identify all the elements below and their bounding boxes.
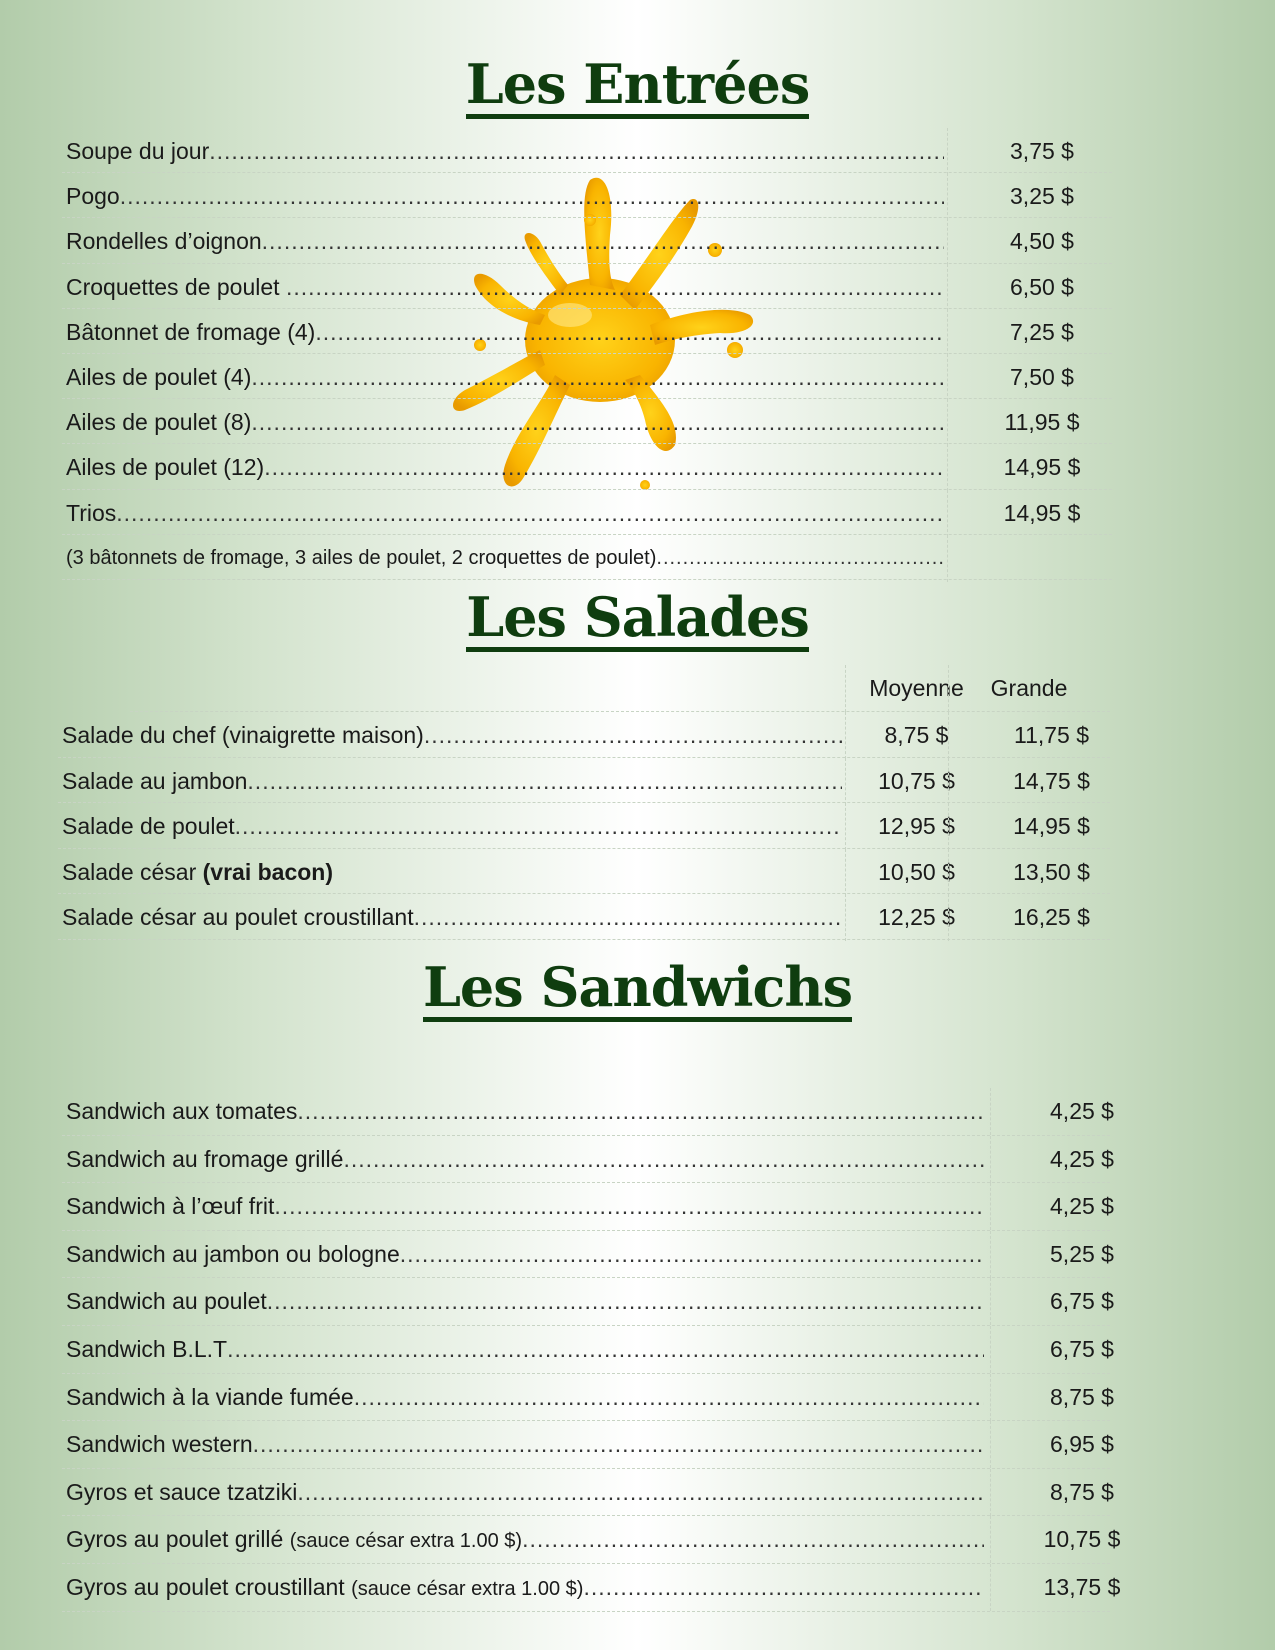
item-name <box>62 712 842 759</box>
menu-row <box>62 173 1112 218</box>
dot-leader <box>297 1479 984 1505</box>
item-label: Salade de poulet <box>62 813 235 839</box>
dot-leader <box>267 1288 984 1314</box>
sandwich-row <box>62 1136 1114 1184</box>
item-name <box>66 1374 984 1421</box>
price-medium: 10,75 $ <box>878 767 955 794</box>
column-divider <box>990 1469 991 1516</box>
item-label: Gyros au poulet grillé <box>66 1526 290 1553</box>
price-medium: 8,75 $ <box>884 722 949 748</box>
item-name <box>62 849 842 896</box>
item-label: Sandwich western <box>66 1431 253 1458</box>
item-label: Salade césar <box>62 858 203 885</box>
menu-row <box>62 490 1112 535</box>
item-label: Pogo <box>66 183 120 210</box>
dot-leader <box>251 364 944 390</box>
column-divider <box>947 173 948 220</box>
column-divider <box>990 1421 991 1468</box>
column-divider <box>947 218 948 265</box>
price-large: 13,50 $ <box>1013 858 1090 885</box>
salad-row <box>58 803 1110 849</box>
item-price: 4,25 $ <box>1050 1145 1114 1172</box>
salades-heading: Les Salades <box>0 585 1275 652</box>
sandwich-row <box>62 1469 1114 1517</box>
item-price: 11,95 $ <box>1004 409 1080 436</box>
item-name <box>66 128 944 175</box>
item-name <box>66 173 944 220</box>
dot-leader <box>315 319 944 345</box>
item-name <box>66 399 944 446</box>
item-name <box>66 1564 984 1611</box>
col-medium: Moyenne <box>869 675 964 701</box>
item-price: 3,75 $ <box>1010 138 1074 164</box>
item-name <box>66 1516 984 1563</box>
sandwich-row <box>62 1564 1121 1612</box>
salad-row <box>58 894 1110 940</box>
item-name <box>66 264 944 311</box>
column-divider <box>948 849 949 896</box>
item-sub-label: (sauce césar extra 1.00 $) <box>351 1578 584 1600</box>
dot-leader <box>286 274 944 300</box>
dot-leader <box>247 768 842 794</box>
item-name <box>62 758 842 805</box>
column-divider <box>990 1516 991 1563</box>
item-label: Sandwich à l’œuf frit <box>66 1193 275 1220</box>
item-label: Bâtonnet de fromage (4) <box>66 318 316 345</box>
item-name <box>66 1326 984 1373</box>
item-label: Sandwich au poulet <box>66 1288 267 1315</box>
column-divider <box>990 1326 991 1373</box>
entrees-heading: Les Entrées <box>0 52 1275 119</box>
column-divider <box>990 1136 991 1183</box>
item-name <box>66 1469 984 1516</box>
item-price: 3,25 $ <box>1010 183 1074 210</box>
item-name <box>66 1421 984 1468</box>
item-label: Soupe du jour <box>66 138 210 164</box>
item-label: Sandwich B.L.T <box>66 1336 228 1362</box>
dot-leader <box>656 547 944 569</box>
price-medium: 10,50 $ <box>878 858 955 885</box>
dot-leader <box>264 454 944 480</box>
sandwich-row <box>62 1231 1114 1279</box>
sandwich-row <box>62 1516 1121 1564</box>
dot-leader <box>522 1526 984 1552</box>
column-divider <box>948 803 949 850</box>
col-large: Grande <box>990 675 1068 701</box>
dot-leader <box>424 722 842 748</box>
dot-leader <box>253 1431 984 1457</box>
item-price: 14,95 $ <box>1003 499 1081 526</box>
dot-leader <box>583 1574 984 1600</box>
sandwich-row <box>62 1421 1114 1469</box>
item-label: Ailes de poulet (12) <box>66 454 265 481</box>
column-divider <box>990 1088 991 1135</box>
salad-row <box>58 849 1110 895</box>
menu-row <box>62 128 1112 173</box>
column-divider <box>947 444 948 491</box>
item-name <box>66 1278 984 1325</box>
item-price: 6,75 $ <box>1050 1336 1114 1362</box>
menu-row <box>62 444 1112 489</box>
dot-leader <box>235 813 842 839</box>
item-label: Sandwich aux tomates <box>66 1098 298 1124</box>
price-large: 14,75 $ <box>1013 767 1090 794</box>
item-label: Croquettes de poulet <box>66 273 286 300</box>
column-divider <box>990 1231 991 1278</box>
item-name <box>62 894 842 941</box>
item-bold-label: (vrai bacon) <box>202 858 334 885</box>
dot-leader <box>116 500 944 526</box>
dot-leader <box>227 1336 984 1362</box>
price-large: 11,75 $ <box>1013 722 1090 748</box>
item-name <box>62 803 842 850</box>
item-name <box>66 1088 984 1135</box>
salades-header-row <box>130 665 1110 712</box>
item-label: Sandwich au fromage grillé <box>66 1145 344 1172</box>
column-divider <box>990 1183 991 1230</box>
column-divider <box>947 399 948 446</box>
menu-row <box>62 354 1112 399</box>
column-divider <box>948 758 949 805</box>
dot-leader <box>400 1241 984 1267</box>
item-price: 8,75 $ <box>1050 1478 1114 1505</box>
column-divider <box>990 1564 991 1611</box>
price-medium: 12,25 $ <box>878 904 955 930</box>
dot-leader <box>343 1146 984 1172</box>
sandwich-row <box>62 1088 1114 1136</box>
sandwich-row <box>62 1374 1114 1422</box>
price-medium: 12,95 $ <box>878 813 955 839</box>
item-name <box>66 1136 984 1183</box>
sandwichs-heading: Les Sandwichs <box>0 955 1275 1022</box>
column-divider <box>947 354 948 401</box>
column-divider <box>947 309 948 356</box>
item-price: 8,75 $ <box>1050 1383 1114 1410</box>
sandwich-row <box>62 1326 1114 1374</box>
salad-row <box>58 758 1110 804</box>
column-divider <box>990 1374 991 1421</box>
item-label: Gyros et sauce tzatziki <box>66 1478 298 1505</box>
sandwich-row <box>62 1278 1114 1326</box>
item-price: 13,75 $ <box>1043 1574 1121 1600</box>
item-label: Salade au jambon <box>62 767 248 794</box>
dot-leader <box>209 138 944 164</box>
item-name <box>66 1231 984 1278</box>
column-divider <box>947 535 948 582</box>
item-label: Ailes de poulet (8) <box>66 409 252 436</box>
item-name <box>66 444 944 491</box>
item-price: 7,50 $ <box>1010 364 1074 390</box>
item-price: 7,25 $ <box>1010 318 1074 345</box>
column-divider <box>948 894 949 941</box>
dot-leader <box>354 1384 984 1410</box>
item-price: 6,50 $ <box>1010 273 1074 300</box>
item-name <box>66 354 944 401</box>
dot-leader <box>274 1193 984 1219</box>
item-label: Gyros au poulet croustillant <box>66 1574 352 1600</box>
item-price: 6,75 $ <box>1050 1288 1114 1315</box>
item-sub-label: (sauce césar extra 1.00 $) <box>289 1530 523 1553</box>
column-divider <box>947 128 948 175</box>
item-price: 4,50 $ <box>1010 228 1074 255</box>
salad-row <box>58 712 1110 758</box>
item-label: Sandwich à la viande fumée <box>66 1383 354 1410</box>
item-label: Salade du chef (vinaigrette maison) <box>62 722 424 748</box>
dot-leader <box>297 1098 984 1124</box>
item-name <box>66 309 944 356</box>
item-price: 5,25 $ <box>1050 1240 1114 1267</box>
column-divider <box>947 490 948 537</box>
sandwich-row <box>62 1183 1114 1231</box>
menu-row <box>62 264 1112 309</box>
dot-leader <box>414 904 842 930</box>
item-label: Ailes de poulet (4) <box>66 364 252 390</box>
item-label: Sandwich au jambon ou bologne <box>66 1240 400 1267</box>
item-label: Trios <box>66 499 117 526</box>
price-large: 14,95 $ <box>1013 813 1090 839</box>
item-price: 6,95 $ <box>1050 1431 1114 1458</box>
item-name <box>66 490 944 537</box>
dot-leader <box>251 409 944 435</box>
item-name <box>66 1183 984 1230</box>
trios-note <box>66 535 944 582</box>
menu-row <box>62 309 1112 354</box>
item-label: Salade césar au poulet croustillant <box>62 904 414 930</box>
column-divider <box>948 712 949 759</box>
item-price: 14,95 $ <box>1003 454 1081 481</box>
menu-row <box>62 218 1112 263</box>
price-large: 16,25 $ <box>1013 904 1090 930</box>
trios-note-row <box>62 535 1112 580</box>
trios-note-label: (3 bâtonnets de fromage, 3 ailes de poulet, 2 croquettes de poulet) <box>66 546 657 569</box>
menu-row <box>62 399 1112 444</box>
column-divider <box>947 264 948 311</box>
item-price: 4,25 $ <box>1050 1193 1114 1220</box>
item-name <box>66 218 944 265</box>
item-label: Rondelles d’oignon <box>66 228 262 255</box>
item-price: 10,75 $ <box>1043 1526 1121 1553</box>
column-divider <box>990 1278 991 1325</box>
item-price: 4,25 $ <box>1050 1098 1114 1124</box>
dot-leader <box>120 183 944 209</box>
dot-leader <box>262 228 944 254</box>
